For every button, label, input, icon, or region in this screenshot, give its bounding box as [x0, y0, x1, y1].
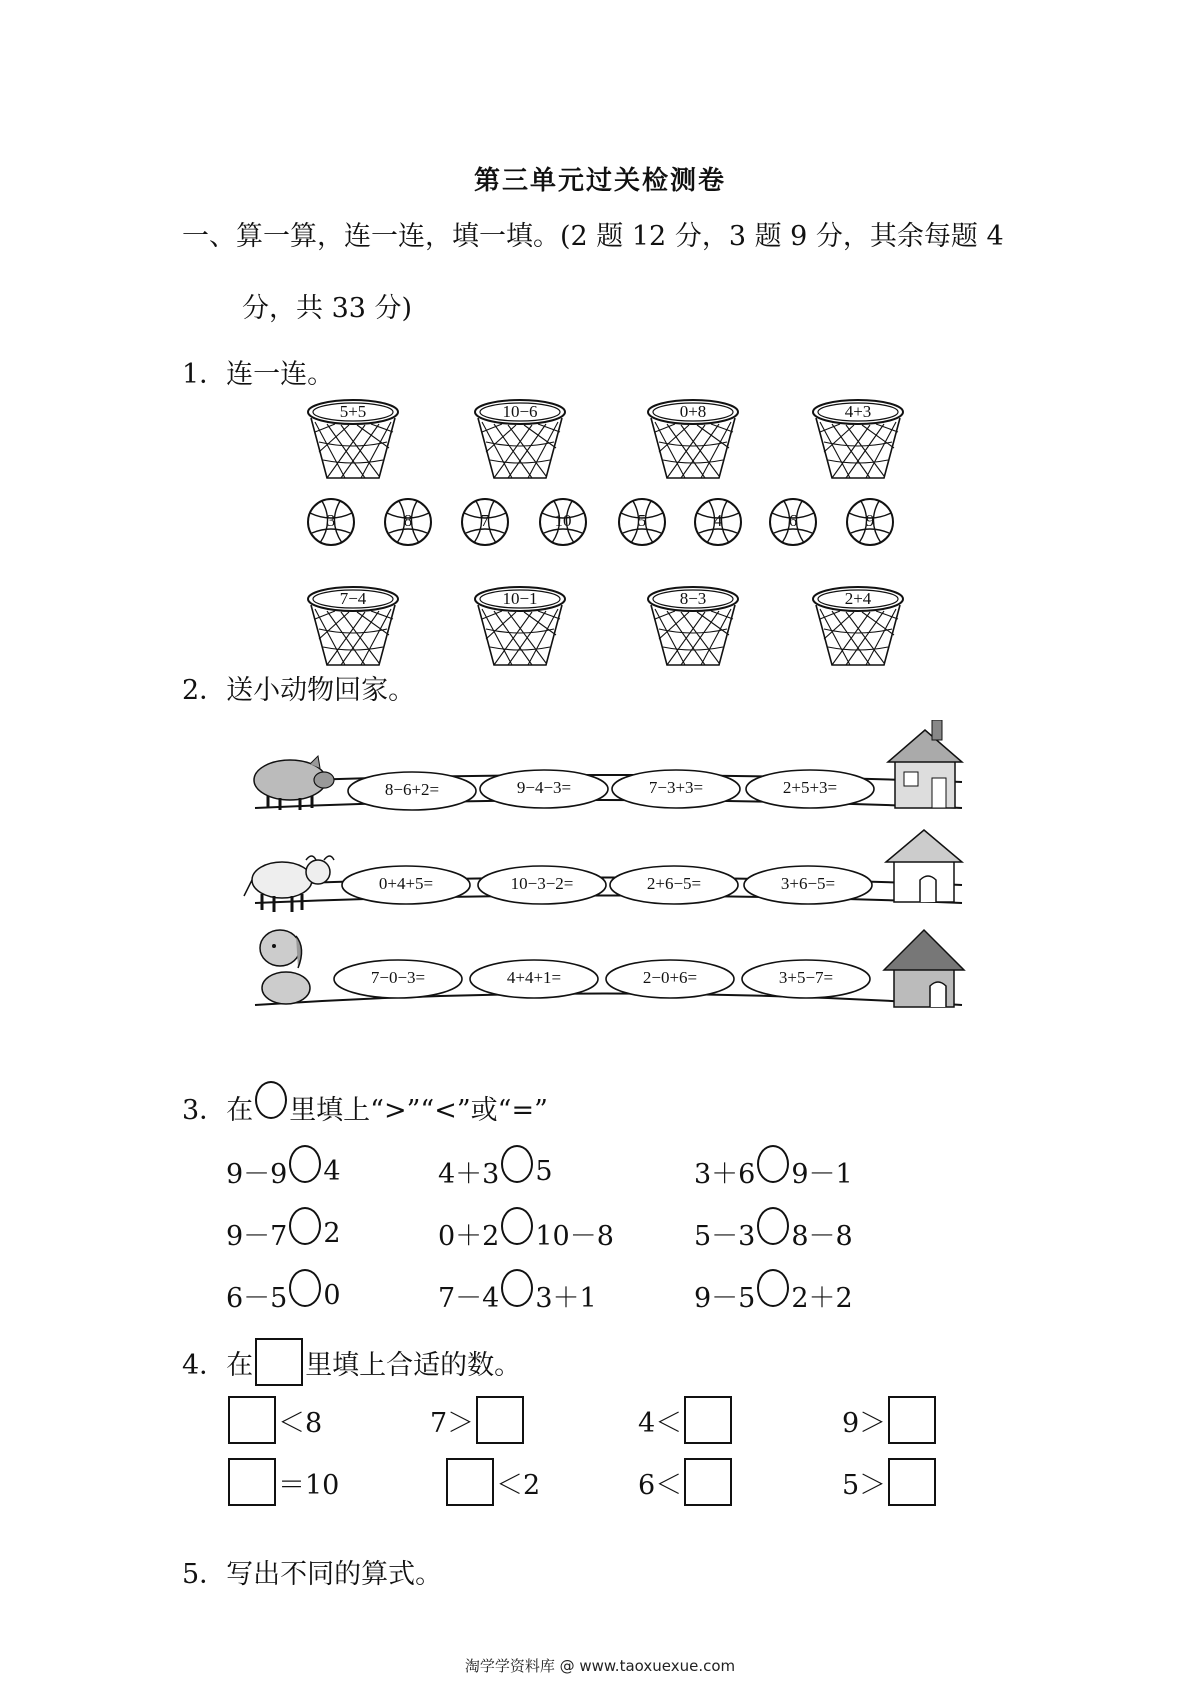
expression-oval — [346, 770, 478, 812]
hoop — [305, 585, 401, 673]
answer-circle[interactable] — [757, 1145, 789, 1183]
ball-number: 6 — [788, 511, 798, 530]
answer-circle[interactable] — [289, 1145, 321, 1183]
cottage-icon — [888, 720, 962, 808]
ball-number: 4 — [713, 511, 723, 530]
expression-oval — [468, 958, 600, 1000]
section-heading: 一、算一算，连一连，填一填。(2 题 12 分，3 题 9 分，其余每题 4 — [182, 221, 1004, 252]
hoop — [472, 585, 568, 673]
hoop-expression: 10−1 — [502, 589, 538, 608]
q4-label-post: 里填上合适的数。 — [305, 1349, 522, 1381]
ball-number: 3 — [326, 511, 336, 530]
fill-item — [226, 1396, 322, 1444]
ball-number: 5 — [637, 511, 647, 530]
compare-left: 0＋2 — [438, 1221, 500, 1252]
ball-number: 9 — [865, 511, 875, 530]
answer-box-sample — [255, 1338, 303, 1386]
expression-text: 8−6+2= — [384, 780, 440, 799]
hoop-expression: 2+4 — [844, 589, 872, 608]
expression-text: 9−4−3= — [516, 778, 572, 797]
basketball — [306, 497, 356, 547]
basketball — [460, 497, 510, 547]
fill-item — [842, 1458, 938, 1506]
fill-left: 4＜ — [638, 1407, 683, 1439]
q3-label — [182, 1088, 548, 1127]
expression-text: 7−3+3= — [648, 778, 704, 797]
hoop — [810, 398, 906, 486]
expression-oval — [604, 958, 736, 1000]
q3-label-pre: 3．在 — [182, 1095, 254, 1126]
answer-box[interactable] — [888, 1458, 936, 1506]
page-title: 第三单元过关检测卷 — [473, 166, 726, 196]
answer-circle[interactable] — [757, 1207, 789, 1245]
compare-item — [226, 1276, 341, 1315]
fill-item — [638, 1458, 734, 1506]
compare-left: 3＋6 — [694, 1159, 756, 1190]
expression-text: 4+4+1= — [506, 968, 562, 987]
expression-text: 0+4+5= — [378, 874, 434, 893]
hoop-expression: 5+5 — [339, 402, 367, 421]
hoop-expression: 4+3 — [844, 402, 872, 421]
answer-circle[interactable] — [501, 1145, 533, 1183]
hoop-expression: 8−3 — [679, 589, 707, 608]
compare-left: 9－7 — [226, 1221, 288, 1252]
expression-oval — [332, 958, 464, 1000]
answer-circle[interactable] — [289, 1207, 321, 1245]
answer-circle[interactable] — [501, 1207, 533, 1245]
fill-left: 5＞ — [842, 1469, 887, 1501]
expression-text: 2−0+6= — [642, 968, 698, 987]
compare-right: 9－1 — [791, 1159, 853, 1190]
q5-label: 5．写出不同的算式。 — [182, 1559, 443, 1590]
answer-box[interactable] — [684, 1396, 732, 1444]
answer-box[interactable] — [476, 1396, 524, 1444]
hoop — [645, 398, 741, 486]
q2-label: 2．送小动物回家。 — [182, 675, 416, 706]
fill-right: ＜2 — [496, 1469, 541, 1501]
compare-right: 4 — [323, 1156, 341, 1187]
hoop — [305, 398, 401, 486]
ball-number: 8 — [403, 511, 413, 530]
compare-right: 8－8 — [791, 1221, 853, 1252]
basketball — [383, 497, 433, 547]
compare-left: 7－4 — [438, 1283, 500, 1314]
hoop — [472, 398, 568, 486]
fill-item — [444, 1458, 540, 1506]
hoop-expression: 7−4 — [339, 589, 367, 608]
answer-circle[interactable] — [501, 1269, 533, 1307]
expression-text: 2+5+3= — [782, 778, 838, 797]
compare-left: 5－3 — [694, 1221, 756, 1252]
expression-oval — [740, 958, 872, 1000]
fill-left: 6＜ — [638, 1469, 683, 1501]
fill-item — [842, 1396, 938, 1444]
answer-box[interactable] — [228, 1458, 276, 1506]
q3-label-post: 里填上“>”“<”或“=” — [289, 1095, 548, 1126]
answer-box[interactable] — [228, 1396, 276, 1444]
fill-left: 7＞ — [430, 1407, 475, 1439]
expression-oval — [476, 864, 608, 906]
compare-right: 0 — [323, 1280, 341, 1311]
q1-label: 1．连一连。 — [182, 359, 335, 390]
hoop-expression: 0+8 — [679, 402, 707, 421]
expression-text: 10−3−2= — [510, 874, 574, 893]
hoop — [645, 585, 741, 673]
hoop-expression: 10−6 — [502, 402, 538, 421]
expression-oval — [608, 864, 740, 906]
expression-oval — [742, 864, 874, 906]
basketball — [845, 497, 895, 547]
compare-item — [694, 1152, 853, 1191]
answer-box[interactable] — [684, 1458, 732, 1506]
expression-oval — [340, 864, 472, 906]
barn-icon — [886, 830, 962, 902]
compare-left: 6－5 — [226, 1283, 288, 1314]
answer-box[interactable] — [446, 1458, 494, 1506]
section-heading-cont: 分，共 33 分) — [242, 293, 413, 324]
compare-left: 4＋3 — [438, 1159, 500, 1190]
compare-right: 10－8 — [535, 1221, 614, 1252]
pig-icon — [254, 756, 334, 810]
fill-item — [226, 1458, 339, 1506]
compare-item — [438, 1276, 597, 1315]
hoop — [810, 585, 906, 673]
answer-circle-sample — [255, 1081, 287, 1119]
compare-item — [438, 1152, 553, 1191]
expression-oval — [610, 768, 742, 810]
compare-item — [438, 1214, 614, 1253]
compare-item — [226, 1152, 341, 1191]
fill-item — [638, 1396, 734, 1444]
answer-circle[interactable] — [289, 1269, 321, 1307]
compare-item — [226, 1214, 341, 1253]
footer-watermark: 淘学学资料库 @ www.taoxuexue.com — [464, 1657, 736, 1675]
fill-right: ＝10 — [278, 1469, 340, 1501]
expression-text: 7−0−3= — [370, 968, 426, 987]
basketball — [693, 497, 743, 547]
expression-oval — [478, 768, 610, 810]
basketball — [538, 497, 588, 547]
compare-item — [694, 1214, 853, 1253]
compare-right: 2＋2 — [791, 1283, 853, 1314]
expression-oval — [744, 768, 876, 810]
compare-right: 3＋1 — [535, 1283, 597, 1314]
q4-label-pre: 4．在 — [182, 1349, 254, 1381]
basketball — [768, 497, 818, 547]
dog-icon — [260, 930, 310, 1004]
fill-right: ＜8 — [278, 1407, 323, 1439]
ball-number: 10 — [554, 511, 572, 530]
answer-box[interactable] — [888, 1396, 936, 1444]
answer-circle[interactable] — [757, 1269, 789, 1307]
ball-number: 7 — [480, 511, 490, 530]
doghouse-icon — [884, 930, 964, 1007]
compare-right: 5 — [535, 1156, 553, 1187]
fill-left: 9＞ — [842, 1407, 887, 1439]
q4-label — [182, 1338, 521, 1386]
compare-right: 2 — [323, 1218, 341, 1249]
expression-text: 3+6−5= — [780, 874, 836, 893]
expression-text: 2+6−5= — [646, 874, 702, 893]
basketball — [617, 497, 667, 547]
expression-text: 3+5−7= — [778, 968, 834, 987]
compare-left: 9－5 — [694, 1283, 756, 1314]
fill-item — [430, 1396, 526, 1444]
compare-item — [694, 1276, 853, 1315]
compare-left: 9－9 — [226, 1159, 288, 1190]
